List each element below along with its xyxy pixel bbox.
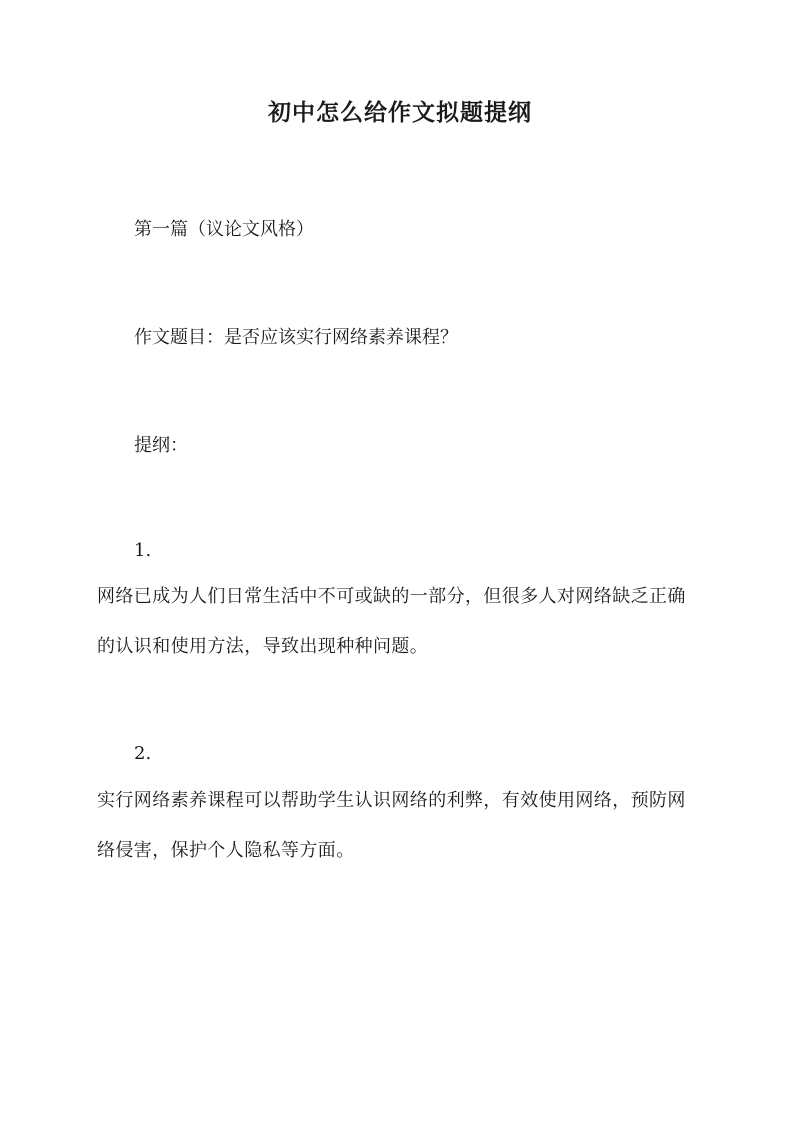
outline-item-number-1: 1. xyxy=(134,540,152,561)
outline-item-text-2 xyxy=(97,776,717,876)
essay-topic: 作文题目：是否应该实行网络素养课程？ xyxy=(134,327,458,348)
section-heading: 第一篇（议论文风格） xyxy=(134,219,314,240)
outline-item-number-2: 2. xyxy=(134,743,152,764)
document-title: 初中怎么给作文拟题提纲 xyxy=(268,99,532,126)
outline-label: 提纲： xyxy=(134,435,188,456)
outline-item-2-line-1: 实行网络素养课程可以帮助学生认识网络的利弊，有效使用网络，预防网 xyxy=(97,790,686,811)
outline-item-2-line-2: 络侵害，保护个人隐私等方面。 xyxy=(97,840,355,861)
outline-item-1-line-2: 的认识和使用方法，导致出现种种问题。 xyxy=(97,636,429,657)
outline-item-text-1 xyxy=(97,572,717,672)
outline-item-1-line-1: 网络已成为人们日常生活中不可或缺的一部分，但很多人对网络缺乏正确 xyxy=(97,586,686,607)
